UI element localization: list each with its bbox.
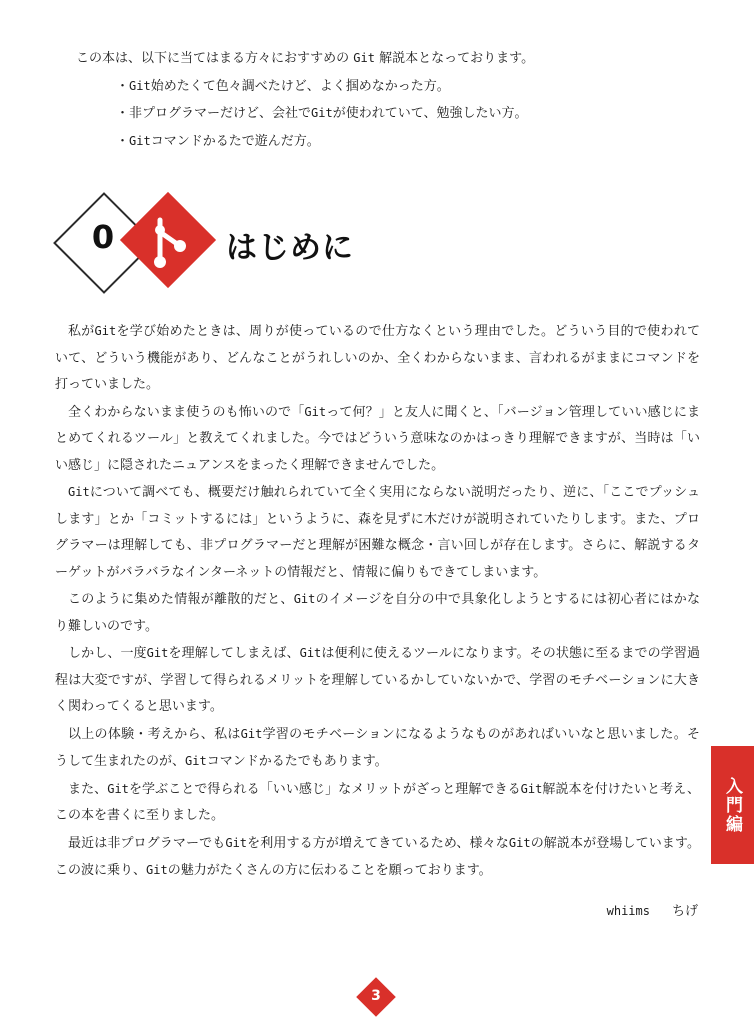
text: を利用する方が増えてきているため、様々な bbox=[247, 835, 509, 851]
intro-bullet bbox=[116, 73, 534, 101]
bullet-git: Git bbox=[129, 78, 151, 93]
git-term: Git bbox=[68, 485, 90, 499]
body-text bbox=[55, 318, 700, 885]
text: 学習のモチベーションになるようなものがあればいいなと思いました。そうして生まれたのが、 bbox=[55, 726, 700, 769]
git-term: Git bbox=[240, 726, 263, 741]
paragraph bbox=[55, 721, 700, 776]
bullet-git: Git bbox=[311, 106, 333, 120]
paragraph bbox=[55, 640, 700, 721]
paragraph bbox=[55, 399, 700, 480]
text: 全くわからないまま使うのも怖いので「 bbox=[68, 404, 305, 420]
git-term: Git bbox=[225, 835, 248, 850]
text: って何？」と友人に聞くと、「バージョン管理していい感じにまとめてくれるツール」と教えてくれました。今ではどういう意味なのかはっきり理解できますが、当時は「いい感じ」に隠されたニュアンスをまったく理解できませんでした。 bbox=[55, 404, 700, 473]
bullet-git: Git bbox=[129, 133, 151, 148]
text: また、 bbox=[68, 781, 108, 797]
text: は便利に使えるツールになります。その状態に至るまでの学習過程は大変ですが、学習して得られるメリットを理解しているかしていないかで、学習のモチベーションに大きく関わってくると思います。 bbox=[55, 646, 700, 714]
section-side-tab-label: 入門編 bbox=[722, 776, 742, 834]
git-term: Git bbox=[94, 324, 117, 338]
git-term: Git bbox=[185, 754, 207, 768]
git-term: Git bbox=[520, 781, 543, 796]
page-number: 3 bbox=[371, 988, 381, 1004]
text: の魅力がたくさんの方に伝わることを願っております。 bbox=[167, 863, 492, 878]
git-term: Git bbox=[299, 646, 322, 660]
paragraph bbox=[55, 776, 700, 830]
bullet-text: ・非プログラマーだけど、会社で bbox=[116, 106, 312, 121]
text: について調べても、概要だけ触れられていて全く実用にならない説明だったり、逆に、「ここでプッシュします」とか「コミットするには」というように、森を見ずに木だけが説明されていたりします。また、プログラマーは理解しても、非プログラマーだと理解が困難な概念・言い回しが存在します。さらに、解説するターゲットがバラバラなインターネットの情報だと、情報に偏りもできてしまいます。 bbox=[55, 485, 700, 580]
text: コマンドかるたでもあります。 bbox=[206, 754, 388, 769]
git-term: Git bbox=[107, 781, 129, 796]
paragraph bbox=[55, 830, 700, 885]
text: を理解してしまえば、 bbox=[168, 646, 300, 661]
intro-lead bbox=[76, 45, 534, 73]
author-name: ちげ bbox=[671, 904, 698, 919]
chapter-title: はじめに bbox=[226, 230, 354, 266]
bullet-text: ・ bbox=[116, 133, 130, 149]
intro-lead-git: Git bbox=[353, 51, 375, 65]
git-term: Git bbox=[146, 863, 168, 877]
text: を学び始めたときは、周りが使っているので仕方なくという理由でした。どういう目的で使われていて、どういう機能があり、どんなことがうれしいのか、全くわからないまま、言われるがままにコマンドを打っていました。 bbox=[55, 324, 700, 392]
signature bbox=[607, 900, 698, 919]
section-side-tab bbox=[711, 746, 754, 864]
intro-lead-text-end: 解説本となっております。 bbox=[379, 51, 535, 66]
bullet-text: が使われていて、勉強したい方。 bbox=[332, 106, 528, 121]
paragraph bbox=[55, 586, 700, 640]
bullet-text: ・ bbox=[116, 78, 130, 94]
text: しかし、一度 bbox=[68, 646, 147, 661]
bullet-text: コマンドかるたで遊んだ方。 bbox=[150, 133, 320, 149]
git-term: Git bbox=[508, 835, 531, 850]
intro-lead-text: この本は、以下に当てはまる方々におすすめの bbox=[76, 51, 350, 66]
text: このように集めた情報が離散的だと、 bbox=[68, 592, 294, 607]
chapter-heading bbox=[54, 192, 374, 297]
author-name: whiims bbox=[606, 904, 650, 918]
bullet-text: 始めたくて色々調べたけど、よく掴めなかった方。 bbox=[150, 78, 450, 94]
intro-bullet bbox=[116, 100, 534, 128]
text: のイメージを自分の中で具象化しようとするには初心者にはかなり難しいのです。 bbox=[55, 592, 700, 634]
intro-block bbox=[76, 45, 534, 155]
text: 最近は非プログラマーでも bbox=[68, 835, 226, 851]
git-branch-icon bbox=[130, 202, 210, 282]
text: の解説本が登場しています。この波に乗り、 bbox=[55, 835, 700, 878]
text: を学ぶことで得られる「いい感じ」なメリットがざっと理解できる bbox=[128, 781, 521, 797]
intro-bullet bbox=[116, 128, 534, 156]
page-number-badge bbox=[356, 977, 396, 1017]
intro-bullet-list bbox=[116, 73, 534, 156]
git-term: Git bbox=[304, 404, 327, 419]
paragraph bbox=[55, 318, 700, 399]
git-term: Git bbox=[293, 592, 316, 606]
paragraph bbox=[55, 479, 700, 586]
text: 私が bbox=[68, 324, 95, 339]
git-term: Git bbox=[146, 646, 169, 660]
text: 以上の体験・考えから、私は bbox=[68, 726, 241, 742]
chapter-number: 0 bbox=[91, 218, 115, 256]
text: 解説本を付けたいと考え、この本を書くに至りました。 bbox=[55, 781, 700, 823]
